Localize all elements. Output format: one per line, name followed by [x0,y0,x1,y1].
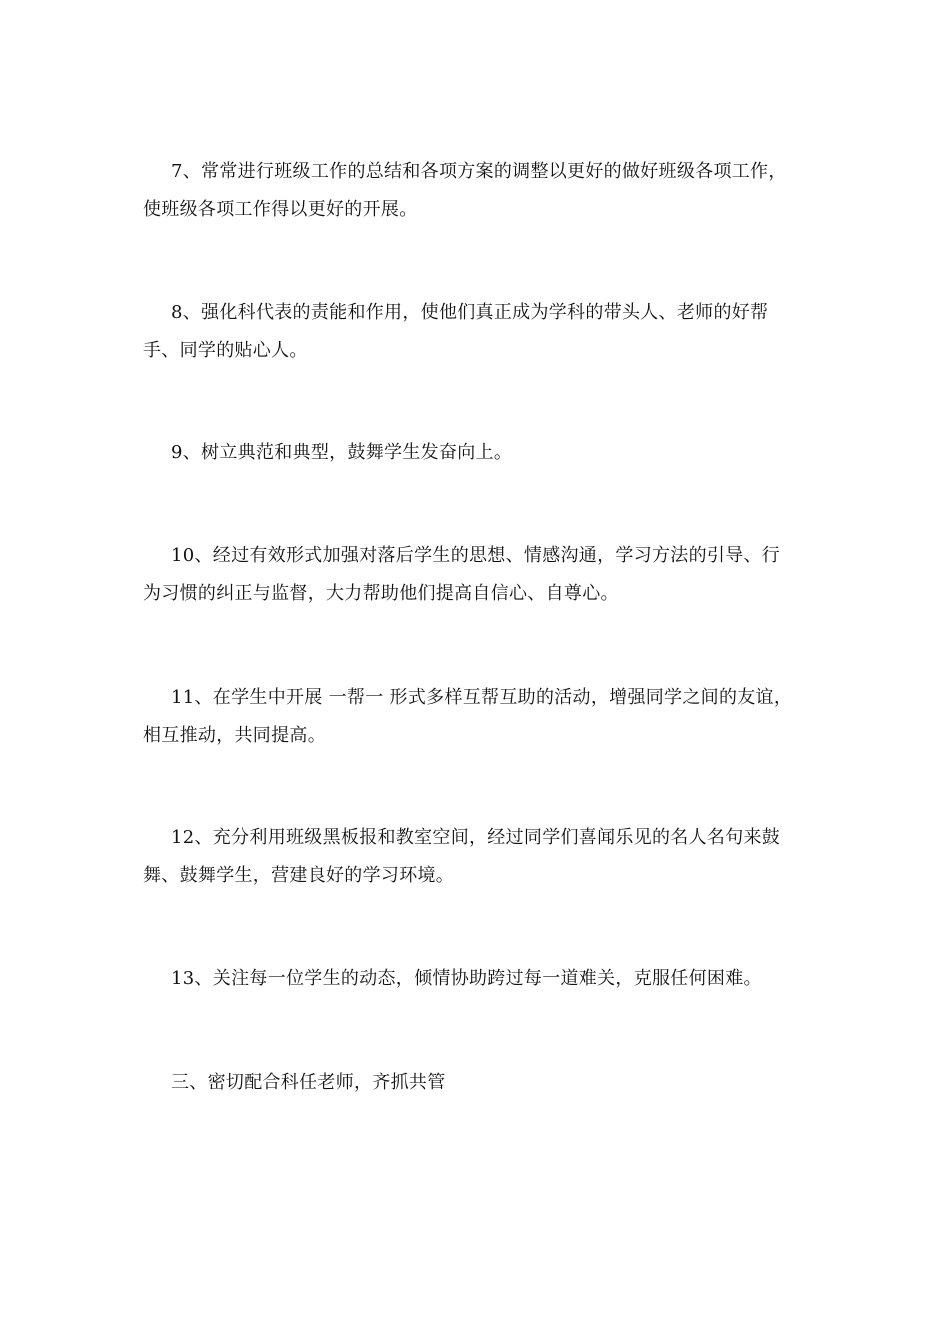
paragraph-8-line-2: 手、同学的贴心人。 [143,340,308,361]
paragraph-12-line-1: 12、充分利用班级黑板报和教室空间，经过同学们喜闻乐见的名人名句来鼓 [171,827,781,848]
paragraph-7-line-1: 7、常常进行班级工作的总结和各项方案的调整以更好的做好班级各项工作， [171,161,787,182]
paragraph-11-line-2: 相互推动，共同提高。 [143,725,326,746]
paragraph-12-line-2: 舞、鼓舞学生，营建良好的学习环境。 [143,865,455,886]
paragraph-7-line-2: 使班级各项工作得以更好的开展。 [143,199,418,220]
paragraph-11-line-1: 11、在学生中开展 一帮一 形式多样互帮互助的活动，增强同学之间的友谊， [171,687,793,708]
section-heading: 三、密切配合科任老师，齐抓共管 [171,1072,446,1093]
paragraph-13-line-1: 13、关注每一位学生的动态，倾情协助跨过每一道难关，克服任何困难。 [171,968,762,989]
paragraph-8-line-1: 8、强化科代表的责能和作用，使他们真正成为学科的带头人、老师的好帮 [171,302,769,323]
paragraph-9-line-1: 9、树立典范和典型，鼓舞学生发奋向上。 [171,442,513,463]
paragraph-10-line-2: 为习惯的纠正与监督，大力帮助他们提高自信心、自尊心。 [143,583,619,604]
paragraph-10-line-1: 10、经过有效形式加强对落后学生的思想、情感沟通，学习方法的引导、行 [171,545,781,566]
